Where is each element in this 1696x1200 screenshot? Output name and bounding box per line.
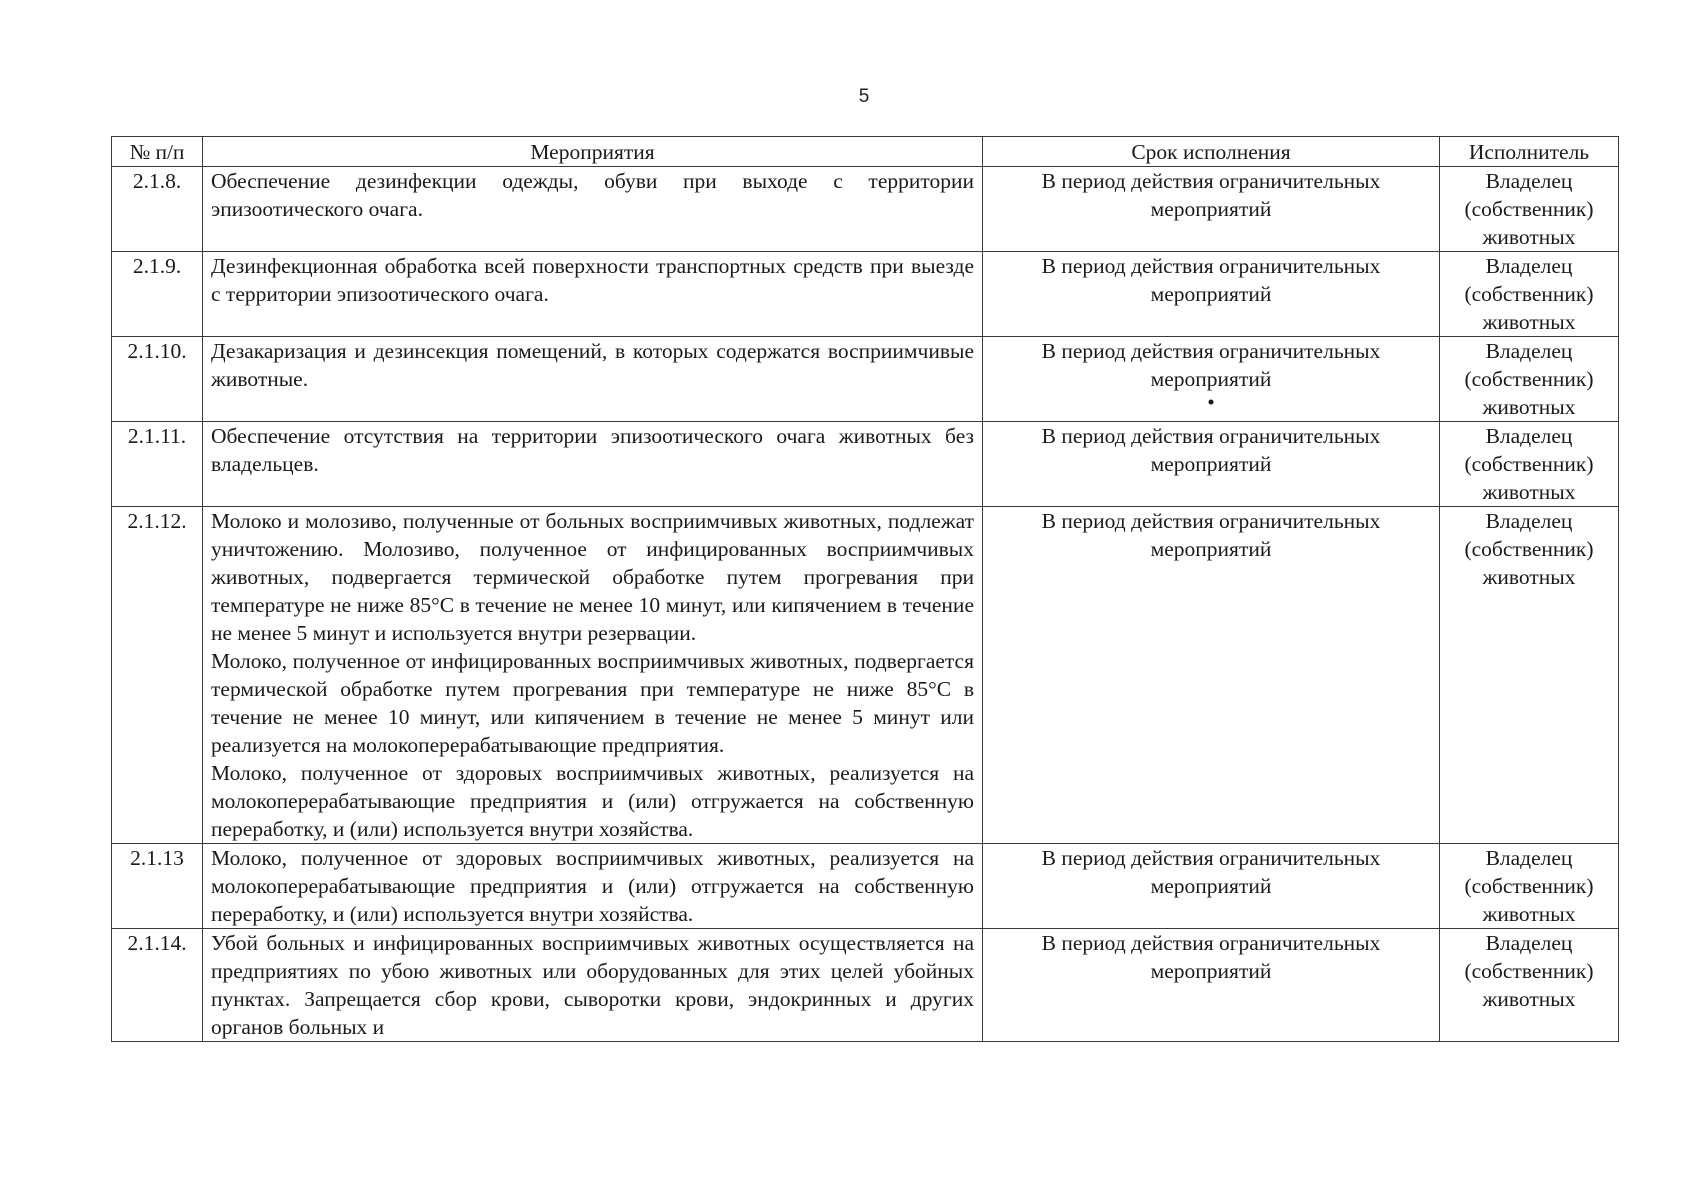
term-text: В период действия ограничительных мероприятий — [1041, 339, 1381, 391]
row-number: 2.1.13 — [112, 844, 203, 929]
row-term — [983, 167, 1440, 252]
row-activity — [203, 929, 983, 1042]
activity-paragraph: Дезинфекционная обработка всей поверхности транспортных средств при выезде с территории эпизоотического очага. — [211, 254, 974, 306]
activity-paragraph: Убой больных и инфицированных восприимчивых животных осуществляется на предприятиях по убою животных или оборудованных для этих целей убойных пунктах. Запрещается сбор крови, сыворотки крови, эндокринных и других органов больных и — [211, 931, 974, 1039]
row-term — [983, 337, 1440, 422]
row-activity — [203, 844, 983, 929]
page-number: 5 — [858, 86, 870, 107]
term-text: В период действия ограничительных мероприятий — [1041, 254, 1381, 306]
activity-paragraph: Молоко, полученное от инфицированных восприимчивых животных, подвергается термической обработке путем прогревания при температуре не ниже 85°С в течение не менее 10 минут, или кипячением в течение не менее 5 минут или реализуется на молокоперерабатывающие предприятия. — [211, 649, 974, 757]
header-activity: Мероприятия — [203, 137, 983, 167]
table-row — [112, 252, 1619, 337]
row-number: 2.1.9. — [112, 252, 203, 337]
activity-paragraph: Молоко, полученное от здоровых восприимчивых животных, реализуется на молокоперерабатывающие предприятия и (или) отгружается на собственную переработку, и (или) используется внутри хозяйства. — [211, 846, 974, 926]
row-term — [983, 844, 1440, 929]
row-number: 2.1.11. — [112, 422, 203, 507]
row-executor: Владелец (собственник) животных — [1440, 844, 1619, 929]
table-body — [112, 167, 1619, 1042]
activity-paragraph: Обеспечение отсутствия на территории эпизоотического очага животных без владельцев. — [211, 424, 974, 476]
row-number: 2.1.10. — [112, 337, 203, 422]
header-executor: Исполнитель — [1440, 137, 1619, 167]
table-row — [112, 844, 1619, 929]
row-number: 2.1.14. — [112, 929, 203, 1042]
row-number: 2.1.8. — [112, 167, 203, 252]
row-term — [983, 507, 1440, 844]
term-text: В период действия ограничительных мероприятий — [1041, 424, 1381, 476]
row-executor: Владелец (собственник) животных — [1440, 507, 1619, 844]
term-text: В период действия ограничительных мероприятий — [1041, 509, 1381, 561]
row-executor: Владелец (собственник) животных — [1440, 252, 1619, 337]
table-row — [112, 167, 1619, 252]
row-term — [983, 929, 1440, 1042]
header-term: Срок исполнения — [983, 137, 1440, 167]
row-activity — [203, 252, 983, 337]
header-number: № п/п — [112, 137, 203, 167]
activity-paragraph: Обеспечение дезинфекции одежды, обуви при выходе с территории эпизоотического очага. — [211, 169, 974, 221]
activity-paragraph: Дезакаризация и дезинсекция помещений, в которых содержатся восприимчивые животные. — [211, 339, 974, 391]
row-executor: Владелец (собственник) животных — [1440, 167, 1619, 252]
row-number: 2.1.12. — [112, 507, 203, 844]
term-text: В период действия ограничительных мероприятий — [1041, 931, 1381, 983]
term-mark: • — [1207, 390, 1215, 414]
activity-paragraph: Молоко, полученное от здоровых восприимчивых животных, реализуется на молокоперерабатывающие предприятия и (или) отгружается на собственную переработку, и (или) используется внутри хозяйства. — [211, 761, 974, 841]
table-row — [112, 337, 1619, 422]
row-activity — [203, 337, 983, 422]
activity-paragraph: Молоко и молозиво, полученные от больных восприимчивых животных, подлежат уничтожению. Молозиво, полученное от инфицированных восприимчивых животных, подвергается термической обработке путем прогревания при температуре не ниже 85°С в течение не менее 10 минут, или кипячением в течение не менее 5 минут и используется внутри резервации. — [211, 509, 974, 645]
row-term — [983, 252, 1440, 337]
row-executor: Владелец (собственник) животных — [1440, 337, 1619, 422]
row-activity — [203, 422, 983, 507]
table-row — [112, 422, 1619, 507]
row-activity — [203, 507, 983, 844]
row-activity — [203, 167, 983, 252]
term-text: В период действия ограничительных мероприятий — [1041, 169, 1381, 221]
row-executor: Владелец (собственник) животных — [1440, 422, 1619, 507]
measures-table — [111, 136, 1619, 1042]
table-header-row — [112, 137, 1619, 167]
row-term — [983, 422, 1440, 507]
row-executor: Владелец (собственник) животных — [1440, 929, 1619, 1042]
table-row — [112, 507, 1619, 844]
table-row — [112, 929, 1619, 1042]
term-text: В период действия ограничительных мероприятий — [1041, 846, 1381, 898]
